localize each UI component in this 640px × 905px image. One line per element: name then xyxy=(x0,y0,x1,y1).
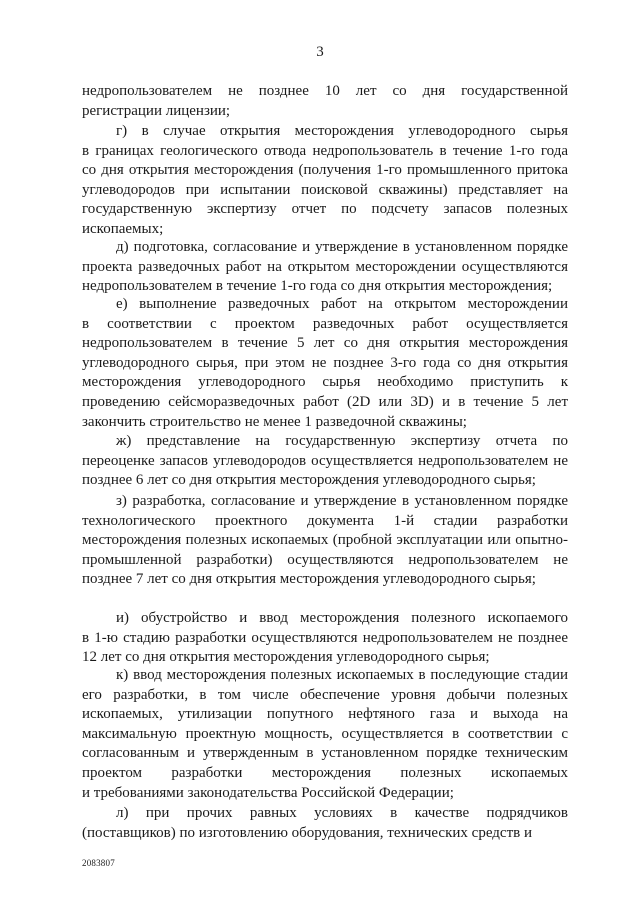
text-line: недропользователем в течение 1-го года со дня открытия месторождения; xyxy=(82,278,553,295)
text-line: позднее 6 лет со дня открытия месторождения углеводородного сырья; xyxy=(82,472,536,489)
paragraph-e xyxy=(82,295,568,432)
text-line: технологического проектного документа 1-й стадии разработки xyxy=(82,512,568,529)
text-line: месторождения углеводородного сырья необходимо приступить к xyxy=(82,374,568,391)
paragraph-zh xyxy=(82,432,568,491)
document-code: 2083807 xyxy=(82,858,115,868)
text-line: д) подготовка, согласование и утверждение в установленном порядке xyxy=(116,239,568,255)
text-line: в соответствии с проектом разведочных работ осуществляется xyxy=(82,315,568,332)
text-line: в 1-ю стадию разработки осуществляются недропользователем не позднее xyxy=(82,629,568,646)
text-line: ж) представление на государственную экспертизу отчета по xyxy=(116,433,568,449)
text-line: (поставщиков) по изготовлению оборудования, технических средств и xyxy=(82,824,532,841)
paragraph-l xyxy=(82,804,568,843)
text-line: е) выполнение разведочных работ на открытом месторождении xyxy=(116,296,568,312)
text-line: к) ввод месторождения полезных ископаемых в последующие стадии xyxy=(116,667,568,683)
paragraph-d xyxy=(82,238,568,297)
page-number: 3 xyxy=(316,44,324,60)
text-line: согласованным и утвержденным в установленном порядке техническим xyxy=(82,745,568,762)
text-line: проектом разработки месторождения полезных ископаемых xyxy=(82,764,568,781)
text-line: позднее 7 лет со дня открытия месторождения углеводородного сырья; xyxy=(82,571,536,588)
text-line: ископаемых; xyxy=(82,220,164,237)
text-line: государственную экспертизу отчет по подсчету запасов полезных xyxy=(82,201,568,218)
text-line: ископаемых, утилизации попутного нефтяного газа и выхода на xyxy=(82,706,568,723)
text-line: л) при прочих равных условиях в качестве подрядчиков xyxy=(116,805,568,821)
text-line: недропользователем не позднее 10 лет со дня государственной xyxy=(82,83,568,99)
text-line: 12 лет со дня открытия месторождения углеводородного сырья; xyxy=(82,649,490,666)
text-line: углеводородов при испытании поисковой скважины) представляет на xyxy=(82,181,568,198)
text-line: з) разработка, согласование и утверждение в установленном порядке xyxy=(116,493,568,509)
text-line: промышленной разработки) осуществляются недропользователем не xyxy=(82,551,568,568)
text-line: максимальную проектную мощность, осуществляется в соответствии с xyxy=(82,725,568,742)
paragraph-g xyxy=(82,122,568,240)
paragraph-z xyxy=(82,492,568,590)
paragraph-i xyxy=(82,609,568,668)
text-line: регистрации лицензии; xyxy=(82,102,231,119)
text-line: в границах геологического отвода недропользователь в течение 1-го года xyxy=(82,142,568,159)
paragraph-cont xyxy=(82,82,568,121)
text-line: его разработки, в том числе обеспечение уровня добычи полезных xyxy=(82,686,568,703)
text-line: углеводородного сырья, при этом не позднее 3-го года со дня открытия xyxy=(82,354,568,371)
text-line: недропользователем в течение 5 лет со дня открытия месторождения xyxy=(82,335,568,352)
text-line: со дня открытия месторождения (получения 1-го промышленного притока xyxy=(82,162,568,179)
text-line: закончить строительство не менее 1 разведочной скважины; xyxy=(82,413,467,430)
text-line: и требованиями законодательства Российской Федерации; xyxy=(82,784,454,801)
paragraph-k xyxy=(82,666,568,803)
text-line: и) обустройство и ввод месторождения полезного ископаемого xyxy=(116,610,568,626)
text-line: г) в случае открытия месторождения углеводородного сырья xyxy=(116,123,568,139)
text-line: проведению сейсморазведочных работ (2D или 3D) и в течение 5 лет xyxy=(82,393,568,410)
text-line: месторождения полезных ископаемых (пробной эксплуатации или опытно- xyxy=(82,532,568,549)
text-line: переоценке запасов углеводородов осуществляется недропользователем не xyxy=(82,452,568,469)
text-line: проекта разведочных работ на открытом месторождении осуществляются xyxy=(82,258,568,275)
